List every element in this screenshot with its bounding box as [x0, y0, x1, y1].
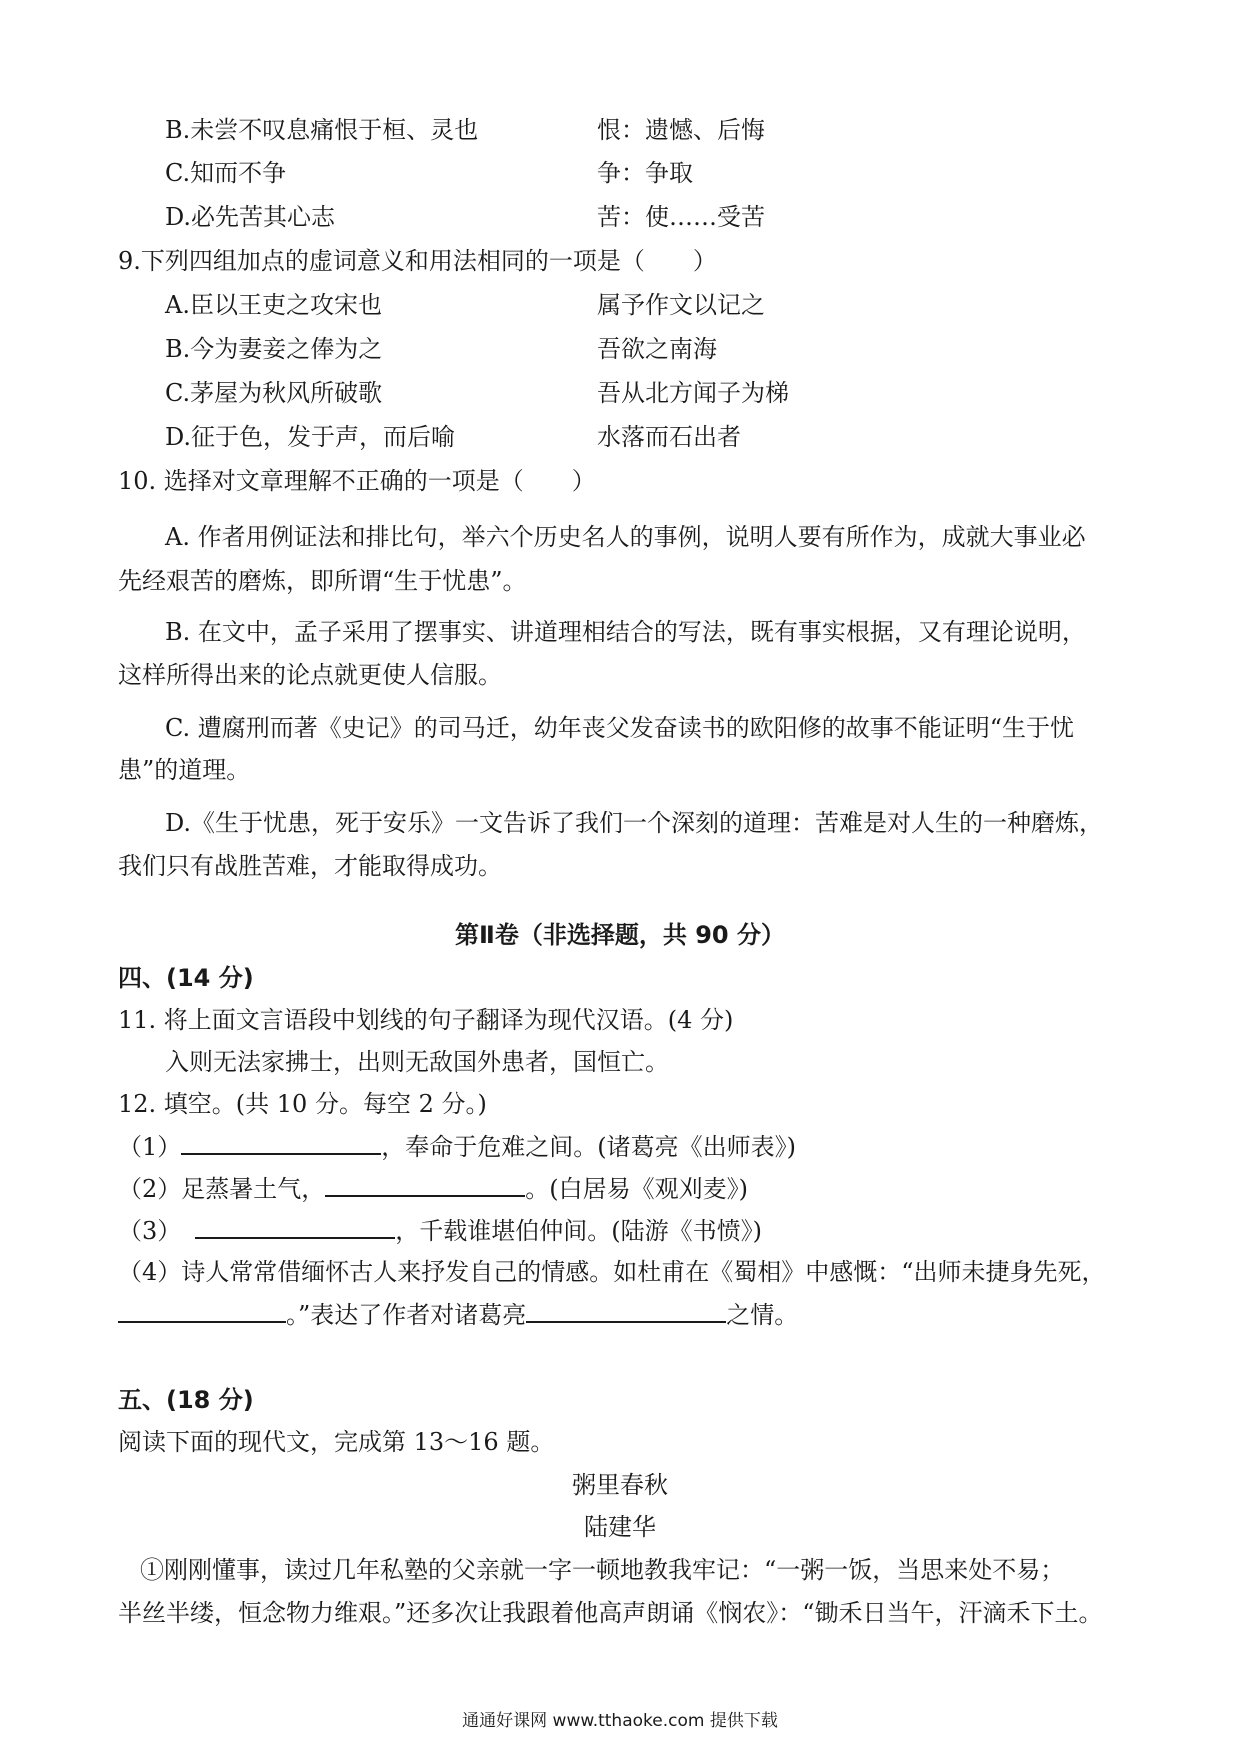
section-5-instruction: 阅读下面的现代文，完成第 13～16 题。 [118, 1428, 555, 1456]
q11-sentence: 入则无法家拂士，出则无敌国外患者，国恒亡。 [165, 1048, 669, 1076]
q9-option-c: C.茅屋为秋风所破歌 [165, 379, 383, 407]
q10-option-b-line1: B. 在文中，孟子采用了摆事实、讲道理相结合的写法，既有事实根据，又有理论说明， [165, 618, 1086, 646]
q9-option-d-right: 水落而石出者 [597, 423, 741, 451]
q9-option-d: D.征于色，发于声，而后喻 [165, 423, 456, 451]
q12-item-2 [118, 1173, 748, 1204]
q10-option-d-line2: 我们只有战胜苦难，才能取得成功。 [118, 852, 502, 880]
q10-stem: 10. 选择对文章理解不正确的一项是（ ） [118, 467, 596, 495]
q12-item-4-line2 [118, 1299, 798, 1330]
article-paragraph-1-line1: ①刚刚懂事，读过几年私塾的父亲就一字一顿地教我牢记：“一粥一饭，当思来处不易； [140, 1556, 1065, 1584]
section-5-heading: 五、(18 分) [118, 1386, 254, 1414]
q10-option-a-line1: A. 作者用例证法和排比句，举六个历史名人的事例，说明人要有所作为，成就大事业必 [165, 523, 1086, 551]
q12-blank-1[interactable] [181, 1131, 381, 1155]
q12-blank-5[interactable] [526, 1299, 726, 1323]
q11-stem: 11. 将上面文言语段中划线的句子翻译为现代汉语。(4 分) [118, 1006, 734, 1034]
q9-option-b-right: 吾欲之南海 [597, 335, 717, 363]
q8-option-d: D.必先苦其心志 [165, 203, 336, 231]
q10-option-d-line1: D.《生于忧患，死于安乐》一文告诉了我们一个深刻的道理：苦难是对人生的一种磨炼， [165, 809, 1104, 837]
q9-option-a: A.臣以王吏之攻宋也 [165, 291, 382, 319]
q12-item-2-text-after: 。(白居易《观刈麦》) [525, 1175, 749, 1203]
q8-option-d-meaning: 苦：使……受苦 [597, 203, 765, 231]
q8-option-b-meaning: 恨：遗憾、后悔 [597, 116, 765, 144]
article-author: 陆建华 [584, 1513, 656, 1541]
q12-blank-3[interactable] [195, 1215, 395, 1239]
q12-item-4-text-mid: 。”表达了作者对诸葛亮 [286, 1301, 527, 1329]
q12-item-3-number: （3） [118, 1217, 182, 1245]
q12-item-1 [118, 1131, 796, 1162]
q12-item-2-text-before: （2）足蒸暑土气， [118, 1175, 326, 1203]
q12-item-4-text-end: 之情。 [726, 1301, 799, 1329]
page-footer: 通通好课网 www.tthaoke.com 提供下载 [462, 1711, 778, 1731]
q12-item-4-line1: （4）诗人常常借缅怀古人来抒发自己的情感。如杜甫在《蜀相》中感慨：“出师未捷身先死， [118, 1258, 1106, 1286]
q12-item-3 [118, 1215, 762, 1246]
article-title: 粥里春秋 [572, 1471, 668, 1499]
section-4-heading: 四、(14 分) [118, 964, 254, 992]
q12-stem: 12. 填空。(共 10 分。每空 2 分。) [118, 1090, 487, 1118]
q9-option-a-right: 属予作文以记之 [597, 291, 765, 319]
q12-blank-4[interactable] [118, 1299, 286, 1323]
q8-option-c: C.知而不争 [165, 159, 287, 187]
article-paragraph-1-line2: 半丝半缕，恒念物力维艰。”还多次让我跟着他高声朗诵《悯农》：“锄禾日当午，汗滴禾下土。 [118, 1599, 1103, 1627]
volume-2-title: 第Ⅱ卷（非选择题，共 90 分） [455, 921, 785, 949]
q10-option-c-line2: 患”的道理。 [118, 756, 251, 784]
q12-item-1-text: ，奉命于危难之间。(诸葛亮《出师表》) [381, 1133, 797, 1161]
q9-stem: 9.下列四组加点的虚词意义和用法相同的一项是（ ） [118, 247, 717, 275]
q10-option-b-line2: 这样所得出来的论点就更使人信服。 [118, 661, 502, 689]
q10-option-a-line2: 先经艰苦的磨炼，即所谓“生于忧患”。 [118, 567, 527, 595]
q10-option-c-line1: C. 遭腐刑而著《史记》的司马迁，幼年丧父发奋读书的欧阳修的故事不能证明“生于忧 [165, 714, 1075, 742]
q12-blank-2[interactable] [325, 1173, 525, 1197]
q8-option-b: B.未尝不叹息痛恨于桓、灵也 [165, 116, 479, 144]
q12-item-3-text: ，千载谁堪伯仲间。(陆游《书愤》) [395, 1217, 763, 1245]
q9-option-c-right: 吾从北方闻子为梯 [597, 379, 789, 407]
q12-item-1-number: （1） [118, 1133, 182, 1161]
q8-option-c-meaning: 争：争取 [597, 159, 693, 187]
q9-option-b: B.今为妻妾之俸为之 [165, 335, 383, 363]
